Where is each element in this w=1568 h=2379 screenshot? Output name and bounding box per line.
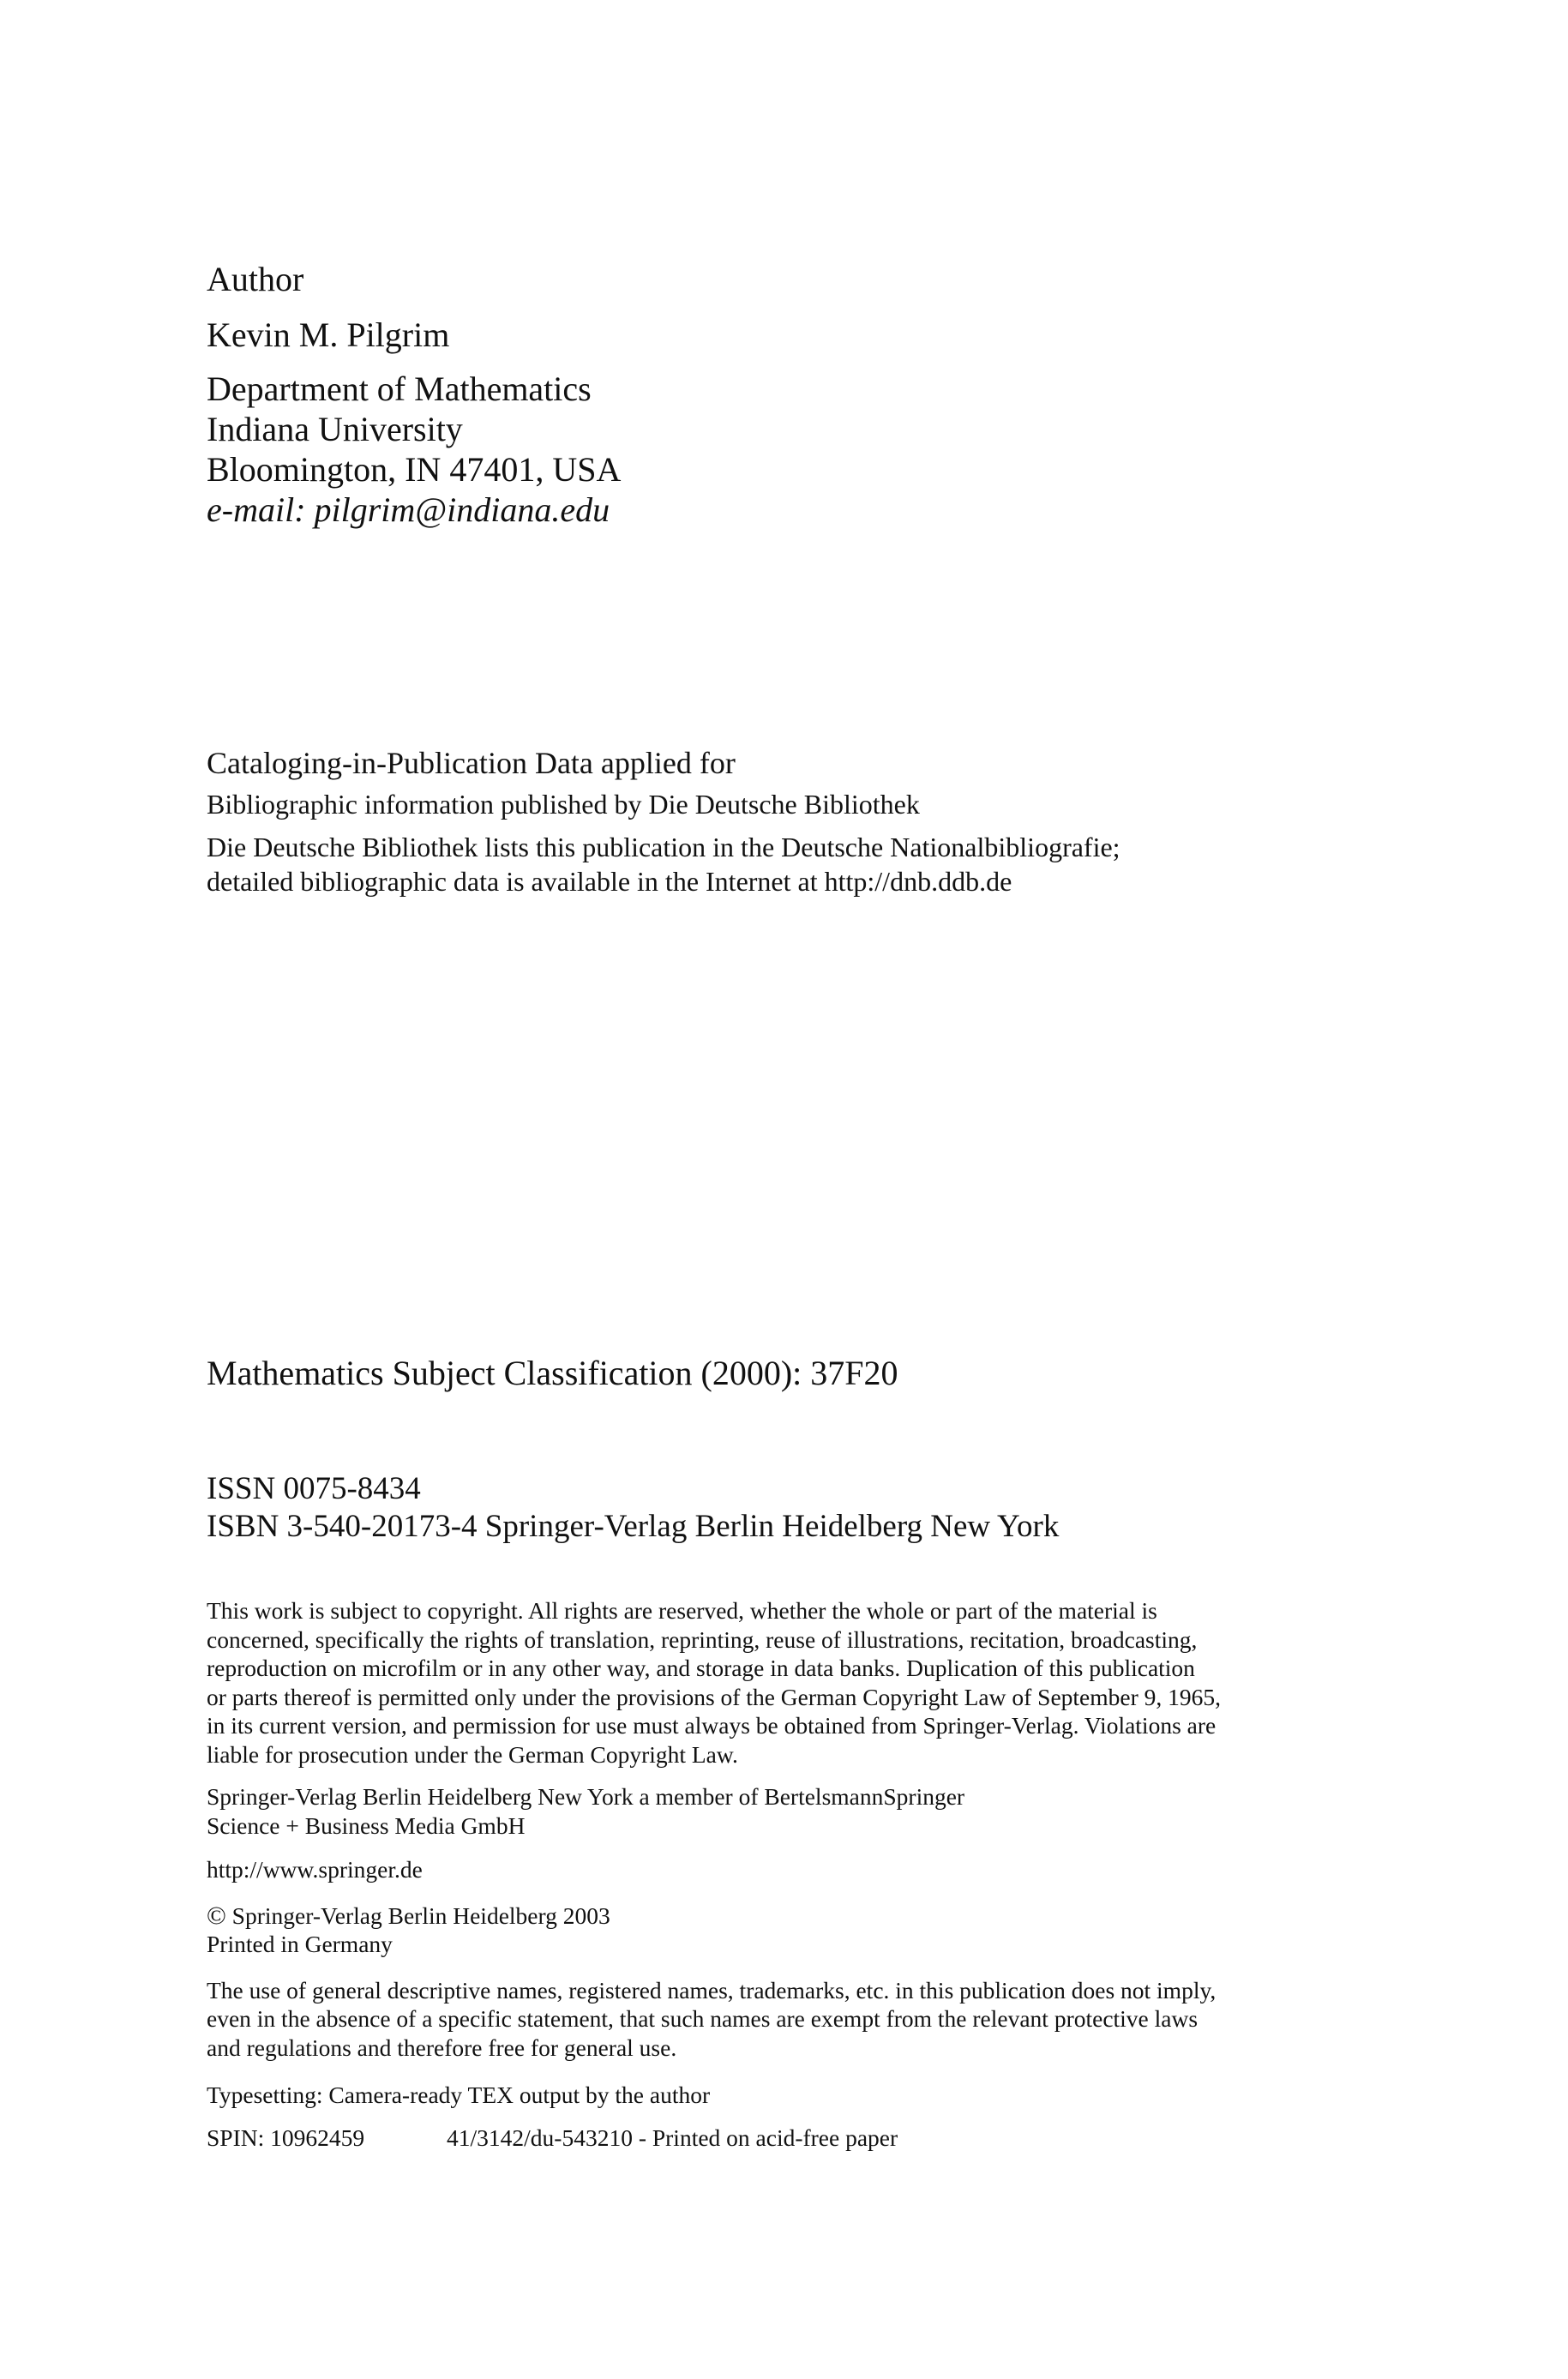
cip-block — [207, 744, 1390, 898]
copyright-symbol: © — [207, 1901, 226, 1930]
spin-number: SPIN: 10962459 — [207, 2124, 365, 2151]
printed-in: Printed in Germany — [207, 1931, 393, 1957]
copyright-block — [207, 1901, 1390, 1959]
cip-listing-line-2: detailed bibliographic data is available in the Internet at http://dnb.ddb.de — [207, 866, 1012, 897]
copyright-notice-line: or parts thereof is permitted only under the provisions of the German Copyright Law of September 9, 1965, — [207, 1683, 1221, 1710]
copyright-notice-line: This work is subject to copyright. All rights are reserved, whether the whole or part of the material is — [207, 1597, 1157, 1624]
msc-block — [207, 1353, 1390, 1394]
copyright-notice — [207, 1596, 1390, 1769]
copyright-holder: Springer-Verlag Berlin Heidelberg 2003 — [231, 1901, 610, 1929]
isbn: ISBN 3-540-20173-4 Springer-Verlag Berlin Heidelberg New York — [207, 1509, 1060, 1544]
author-university: Indiana University — [207, 410, 463, 448]
author-block — [207, 259, 1390, 530]
publisher-info — [207, 1782, 1390, 1840]
spin-row — [207, 2124, 1390, 2153]
author-heading: Author — [207, 260, 304, 298]
identifiers-block — [207, 1470, 1390, 1546]
copyright-notice-line: in its current version, and permission for use must always be obtained from Springer-Verlag. Violations are — [207, 1712, 1217, 1739]
issn: ISSN 0075-8434 — [207, 1471, 421, 1506]
author-city: Bloomington, IN 47401, USA — [207, 450, 622, 489]
cip-title: Cataloging-in-Publication Data applied for — [207, 746, 736, 780]
spin-code: 41/3142/du-543210 - Printed on acid-free paper — [447, 2124, 898, 2151]
copyright-notice-line: liable for prosecution under the German Copyright Law. — [207, 1740, 738, 1768]
names-notice-line: and regulations and therefore free for general use. — [207, 2034, 677, 2061]
publisher-website[interactable]: http://www.springer.de — [207, 1856, 423, 1883]
author-email: e-mail: pilgrim@indiana.edu — [207, 490, 610, 529]
copyright-line — [207, 1901, 1390, 1931]
author-name: Kevin M. Pilgrim — [207, 315, 450, 354]
typesetting-block — [207, 2081, 1390, 2110]
typesetting: Typesetting: Camera-ready TEX output by the author — [207, 2082, 711, 2108]
names-notice — [207, 1976, 1390, 2063]
publisher-line-2: Science + Business Media GmbH — [207, 1811, 526, 1839]
names-notice-line: even in the absence of a specific statement, that such names are exempt from the relevant protective laws — [207, 2005, 1199, 2032]
author-department: Department of Mathematics — [207, 369, 592, 408]
cip-listing-line-1: Die Deutsche Bibliothek lists this publication in the Deutsche Nationalbibliografie; — [207, 832, 1120, 862]
cip-bibliographic-info: Bibliographic information published by Die Deutsche Bibliothek — [207, 789, 920, 820]
msc-classification: Mathematics Subject Classification (2000): 37F20 — [207, 1354, 898, 1392]
copyright-notice-line: concerned, specifically the rights of translation, reprinting, reuse of illustrations, recitation, broadcasting, — [207, 1625, 1198, 1653]
publisher-line-1: Springer-Verlag Berlin Heidelberg New York a member of BertelsmannSpringer — [207, 1783, 965, 1810]
copyright-notice-line: reproduction on microfilm or in any other way, and storage in data banks. Duplication of this publication — [207, 1655, 1195, 1681]
legal-block — [207, 1596, 1390, 2152]
names-notice-line: The use of general descriptive names, registered names, trademarks, etc. in this publication does not imply, — [207, 1976, 1217, 2004]
website-block — [207, 1855, 1390, 1884]
